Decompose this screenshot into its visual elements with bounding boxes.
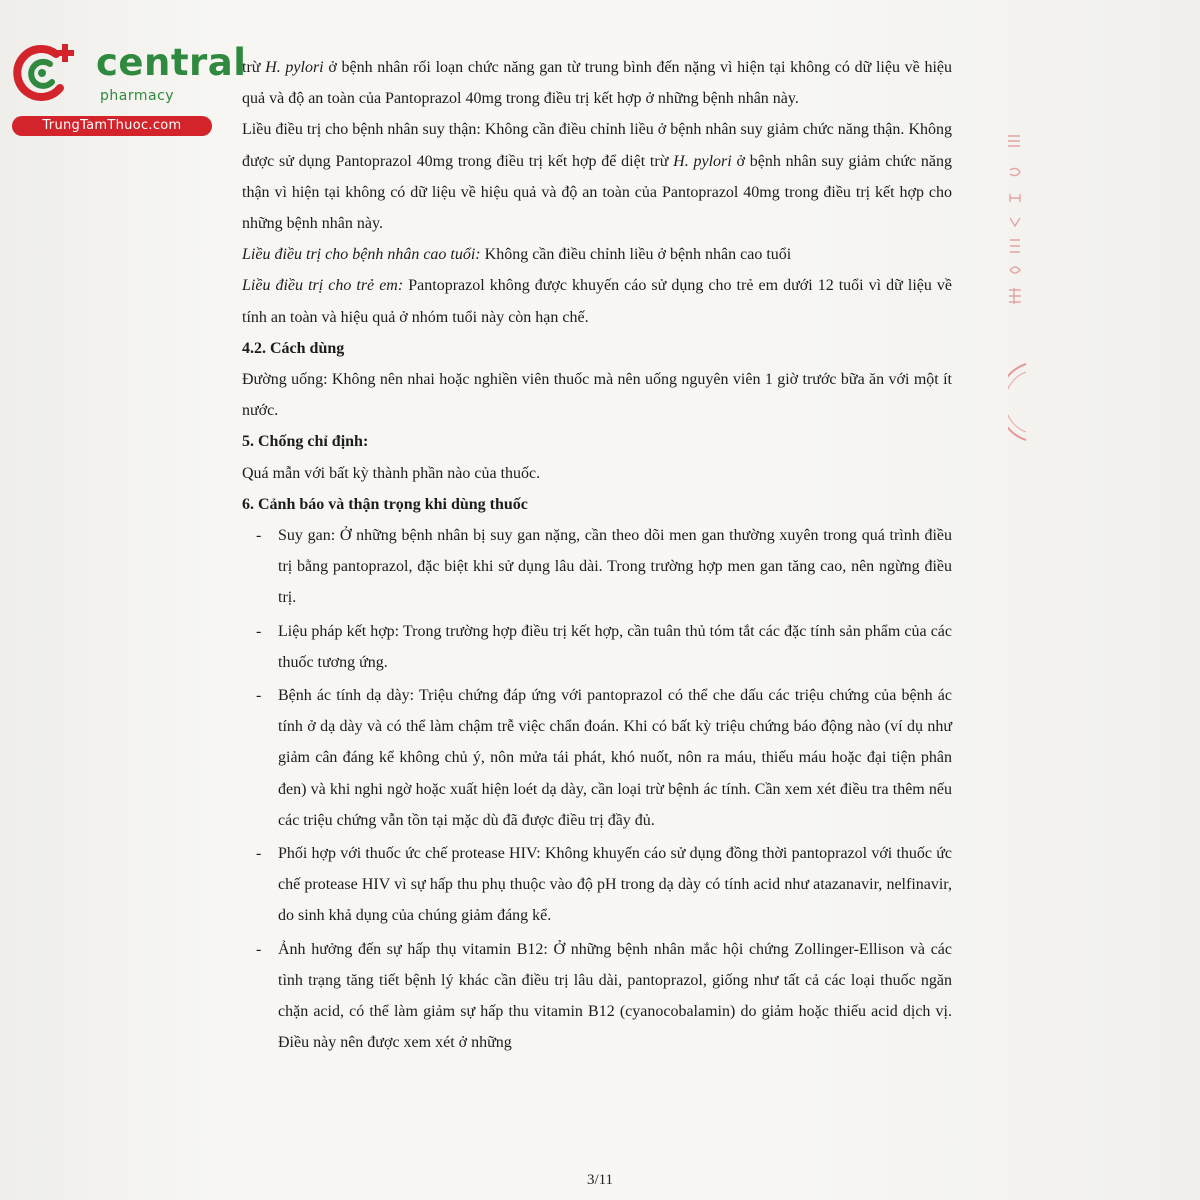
- dosage-elderly-label: Liều điều trị cho bệnh nhân cao tuổi:: [242, 246, 481, 264]
- dosage-elderly-text: Không cần điều chỉnh liều ở bệnh nhân cao tuổi: [480, 246, 792, 264]
- dosage-elderly: [242, 239, 952, 270]
- red-stamp-trace: [1004, 132, 1026, 312]
- bullet-dash: -: [256, 940, 262, 958]
- warning-text: Ảnh hưởng đến sự hấp thụ vitamin B12: Ở những bệnh nhân mắc hội chứng Zollinger-Ellison và các tình trạng tăng tiết bệnh lý khác cần điều trị lâu dài, pantoprazol, giống như tất cả các loại thuốc ngăn chặn acid, có thể làm giảm sự hấp thu vitamin B12 (cyanocobalamin) do giảm hoặc thiếu acid dịch vị. Điều này nên được xem xét ở những: [278, 940, 952, 1052]
- dosage-children-text: Pantoprazol không được khuyến cáo sử dụng cho trẻ em dưới 12 tuổi vì dữ liệu về tính an toàn và hiệu quả ở nhóm tuổi này còn hạn chế.: [242, 277, 953, 326]
- warning-item: [242, 934, 952, 1059]
- warning-item: [242, 680, 952, 836]
- warning-item: [242, 520, 952, 614]
- warning-text: Bệnh ác tính dạ dày: Triệu chứng đáp ứng với pantoprazol có thể che dấu các triệu chứng của bệnh ác tính ở dạ dày và có thể làm chậm trễ việc chẩn đoán. Khi có bất kỳ triệu chứng báo động nào (ví dụ như giảm cân đáng kể không chủ ý, nôn mửa tái phát, khó nuốt, nôn ra máu, thiếu máu hoặc đại tiện phân đen) và khi nghi ngờ hoặc xuất hiện loét dạ dày, cần loại trừ bệnh ác tính. Cần xem xét điều tra thêm nếu các triệu chứng vẫn tồn tại mặc dù đã được điều trị đầy đủ.: [278, 687, 952, 829]
- dosage-children: [242, 270, 952, 332]
- warning-text: Liệu pháp kết hợp: Trong trường hợp điều trị kết hợp, cần tuân thủ tóm tắt các đặc tính sản phẩm của các thuốc tương ứng.: [278, 622, 952, 671]
- warnings-list: [242, 520, 952, 1058]
- bullet-dash: -: [256, 622, 262, 640]
- central-pharmacy-logo[interactable]: [10, 36, 247, 136]
- bullet-dash: -: [256, 687, 262, 705]
- warning-text: Suy gan: Ở những bệnh nhân bị suy gan nặng, cần theo dõi men gan thường xuyên trong quá trình điều trị bằng pantoprazol, đặc biệt khi sử dụng lâu dài. Trong trường hợp men gan tăng cao, nên ngừng điều trị.: [278, 527, 952, 607]
- section-4-2-heading: 4.2. Cách dùng: [242, 339, 345, 357]
- brand-name: central: [96, 41, 247, 84]
- document-body: [242, 52, 952, 1059]
- bullet-dash: -: [256, 527, 262, 545]
- brand-tagline: pharmacy: [100, 88, 175, 104]
- page-number: 3/11: [586, 1172, 614, 1188]
- warning-item: [242, 838, 952, 932]
- dosage-renal: Liều điều trị cho bệnh nhân suy thận: Không cần điều chỉnh liều ở bệnh nhân suy giảm chức năng thận. Không được sử dụng Pantoprazol 40mg trong điều trị kết hợp để diệt trừ H. pylori ở bệnh nhân suy giảm chức năng thận vì hiện tại không có dữ liệu về hiệu quả và độ an toàn của Pantoprazol 40mg trong điều trị kết hợp cho những bệnh nhân này.: [242, 121, 953, 233]
- bullet-dash: -: [256, 845, 262, 863]
- dosage-children-label: Liều điều trị cho trẻ em:: [242, 277, 404, 295]
- section-6-heading: 6. Cảnh báo và thận trọng khi dùng thuốc: [242, 495, 528, 513]
- species-name: H. pylori: [673, 152, 732, 170]
- warning-text: Phối hợp với thuốc ức chế protease HIV: Không khuyến cáo sử dụng đồng thời pantoprazol với thuốc ức chế protease HIV vì sự hấp thu phụ thuộc vào độ pH trong dạ dày có tính acid như atazanavir, nelfinavir, do sinh khả dụng của chúng giảm đáng kể.: [278, 845, 952, 925]
- warning-item: [242, 616, 952, 678]
- section-5-text: Quá mẫn với bất kỳ thành phần nào của thuốc.: [242, 464, 541, 482]
- pharmacy-cross-icon: [10, 40, 82, 104]
- dosage-hepatic-continuation: trừ H. pylori ở bệnh nhân rối loạn chức năng gan từ trung bình đến nặng vì hiện tại không có dữ liệu về hiệu quả và độ an toàn của Pantoprazol 40mg trong điều trị kết hợp ở những bệnh nhân này.: [242, 59, 953, 108]
- species-name: H. pylori: [265, 59, 324, 76]
- section-5-heading: 5. Chống chỉ định:: [242, 433, 369, 451]
- section-4-2-text: Đường uống: Không nên nhai hoặc nghiền viên thuốc mà nên uống nguyên viên 1 giờ trước bữa ăn với một ít nước.: [242, 371, 952, 420]
- round-stamp-edge: [1008, 362, 1028, 442]
- brand-website[interactable]: TrungTamThuoc.com: [12, 116, 212, 136]
